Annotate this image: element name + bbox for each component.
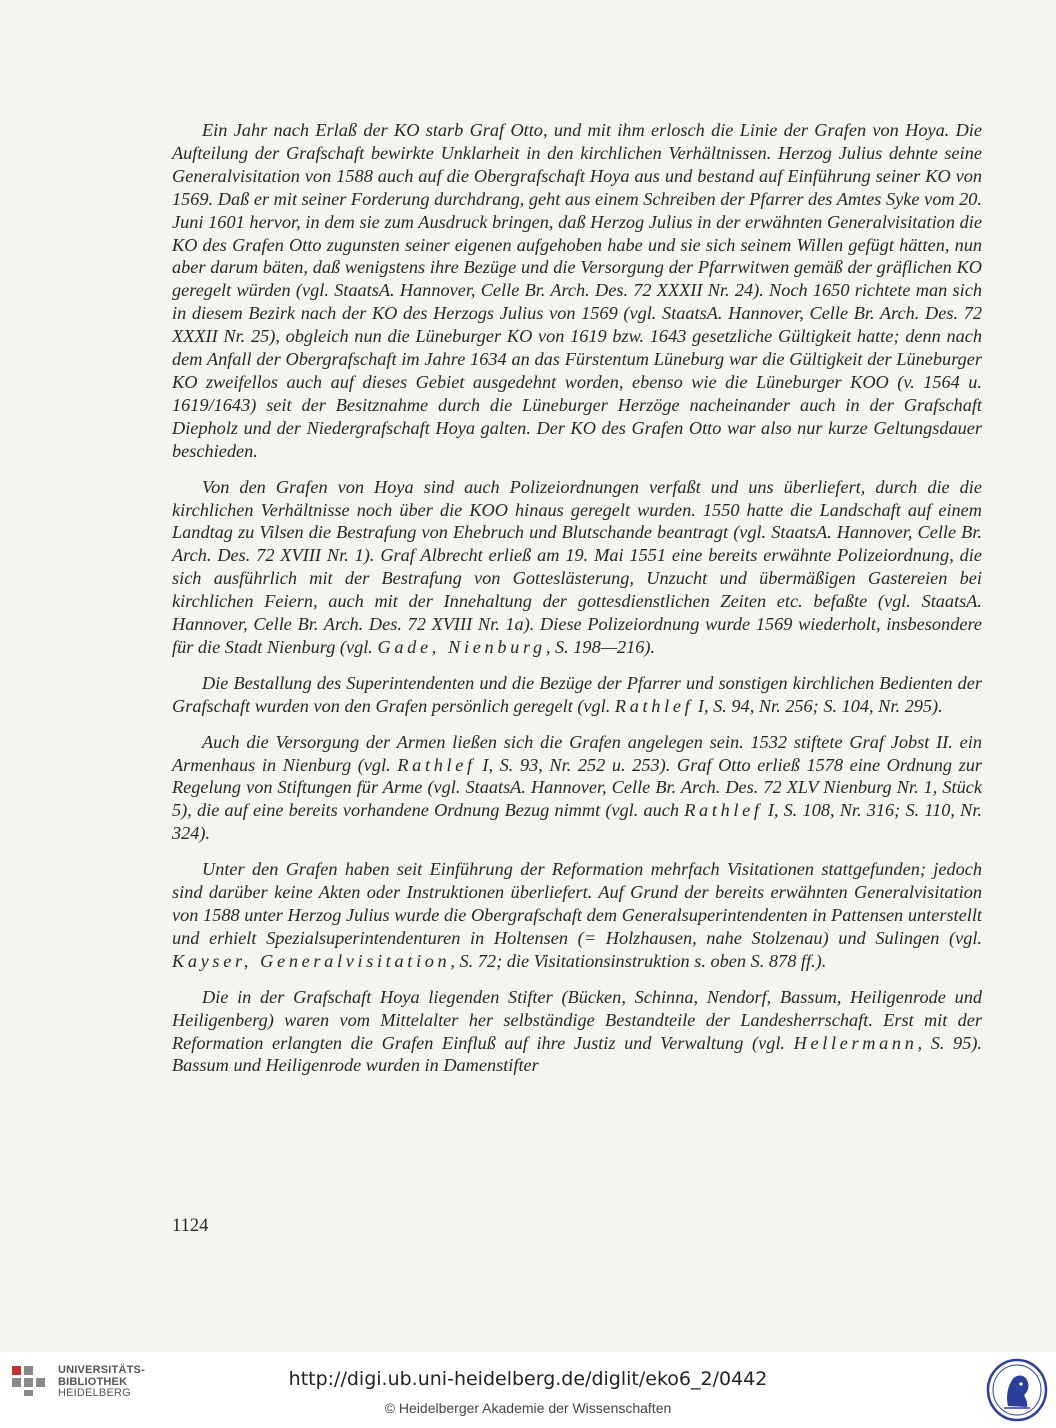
text-run: Unter den Grafen haben seit Einführung der Reformation mehrfach Visitationen stattgefunden; jedoch sind darüber keine Akten oder Instruktionen überliefert. Auf Grund der bereits erwähnten Generalvisitation von 1588 unter Herzog Julius wurde die Obergrafschaft dem Generalsuperintendenten in Pattensen unterstellt und erhielt Spezialsuperintendenturen in Holtensen (= Holzhausen, nahe Stolzenau) und Sulingen (vgl.	[172, 859, 982, 948]
author-citation: Rathlef	[614, 695, 694, 716]
text-run: I, S. 93, Nr. 252 u. 253). Graf Otto erließ 1578 eine Ordnung zur Regelung von Stiftungen für Arme (vgl. StaatsA. Hannover, Celle Br. Arch. Des. 72 XLV Nienburg Nr. 1, Stück 5), die auf eine bereits vorhandene Ordnung Bezug nimmt (vgl. auch	[172, 754, 983, 821]
text-run: Von den Grafen von Hoya sind auch Polizeiordnungen verfaßt und uns überliefert, durch die die kirchlichen Verhältnisse noch über die KOO hinaus geregelt wurden. 1550 hatte die Landschaft auf einem Landtag zu Vilsen die Bestrafung von Ehebruch und Blutschande beantragt (vgl. StaatsA. Hannover, Celle Br. Arch. Des. 72 XVIII Nr. 1). Graf Albrecht erließ am 19. Mai 1551 eine bereits erwähnte Polizeiordnung, die sich ausführlich mit der Bestrafung von Gotteslästerung, Unzucht und übermäßigen Gastereien bei kirchlichen Feiern, auch mit der Innehaltung der gottesdienstlichen Zeiten etc. befaßte (vgl. StaatsA. Hannover, Celle Br. Arch. Des. 72 XVIII Nr. 1a). Diese Polizeiordnung wurde 1569 wiederholt, insbesondere für die Stadt Nienburg (vgl.	[172, 476, 982, 657]
body-text	[172, 119, 982, 1090]
text-run: , S. 72; die Visitationsinstruktion s. oben S. 878 ff.).	[450, 950, 827, 971]
author-citation: Gade, Nienburg	[377, 636, 546, 657]
library-name-line3: HEIDELBERG	[58, 1387, 131, 1399]
paragraph	[172, 731, 982, 846]
author-citation: Hellermann	[793, 1032, 918, 1053]
text-run: I, S. 94, Nr. 256; S. 104, Nr. 295).	[693, 695, 943, 716]
library-name-line1: UNIVERSITÄTS-	[58, 1364, 145, 1376]
text-run: , S. 198—216).	[545, 636, 656, 657]
viewer-footer	[0, 1352, 1056, 1428]
text-run: I, S. 108, Nr. 316; S. 110, Nr. 324).	[172, 800, 982, 844]
text-run: Auch die Versorgung der Armen ließen sich die Grafen angelegen sein. 1532 stiftete Graf Jobst II. ein Armenhaus in Nienburg (vgl.	[172, 731, 982, 775]
text-run: Die Bestallung des Superintendenten und die Bezüge der Pfarrer und sonstigen kirchlichen Bedienten der Grafschaft wurden von den Grafen persönlich geregelt (vgl.	[172, 672, 982, 716]
paragraph	[172, 986, 982, 1078]
paragraph	[172, 672, 982, 718]
paragraph	[172, 858, 982, 973]
page-number: 1124	[172, 1216, 209, 1236]
text-run: Die in der Grafschaft Hoya liegenden Stifter (Bücken, Schinna, Nendorf, Bassum, Heiligenrode und Heiligenberg) waren vom Mittelalter her selbständige Bestandteile der Landesherrschaft. Erst mit der Reformation erlangten die Grafen Einfluß auf ihre Justiz und Verwaltung (vgl.	[172, 986, 982, 1053]
paragraph	[172, 119, 982, 463]
text-run: Ein Jahr nach Erlaß der KO starb Graf Otto, und mit ihm erlosch die Linie der Grafen von Hoya. Die Aufteilung der Grafschaft bewirkte Unklarheit in den kirchlichen Verhältnissen. Herzog Julius dehnte seine Generalvisitation von 1588 auch auf die Obergrafschaft Hoya aus und bestand auf Einführung seiner KO von 1569. Daß er mit seiner Forderung durchdrang, geht aus einem Schreiben der Pfarrer des Amtes Syke vom 20. Juni 1601 hervor, in dem sie zum Ausdruck bringen, daß Herzog Julius in der erwähnten Generalvisitation die KO des Grafen Otto zugunsten seiner eigenen aufgehoben habe und sie sich seinem Willen gefügt hätten, nun aber darum bäten, daß wenigstens ihre Bezüge und die Versorgung der Pfarrwitwen gemäß der gräflichen KO geregelt würden (vgl. StaatsA. Hannover, Celle Br. Arch. Des. 72 XXXII Nr. 24). Noch 1650 richtete man sich in diesem Bezirk nach der KO des Herzogs Julius von 1569 (vgl. StaatsA. Hannover, Celle Br. Arch. Des. 72 XXXII Nr. 25), obgleich nun die Lüneburger KO von 1619 bzw. 1643 gesetzliche Gültigkeit hatte; denn nach dem Anfall der Obergrafschaft im Jahre 1634 an das Fürstentum Lüneburg war die Gültigkeit der Lüneburger KO zweifellos auch auf dieses Gebiet ausgedehnt worden, ebenso wie die Lüneburger KOO (v. 1564 u. 1619/1643) seit der Besitznahme durch die Lüneburger Herzöge nacheinander auch in der Grafschaft Diepholz und der Niedergrafschaft Hoya galten. Der KO des Grafen Otto war also nur kurze Geltungsdauer beschieden.	[172, 120, 982, 461]
academy-seal-icon	[986, 1358, 1048, 1422]
copyright-notice: © Heidelberger Akademie der Wissenschaften	[384, 1400, 672, 1416]
text-run: , S. 95). Bassum und Heiligenrode wurden in Damenstifter	[172, 1032, 982, 1076]
paragraph	[172, 476, 982, 659]
permalink-url[interactable]: http://digi.ub.uni-heidelberg.de/diglit/eko6_2/0442	[288, 1368, 768, 1390]
author-citation: Rathlef	[684, 800, 763, 821]
library-name-line2: BIBLIOTHEK	[58, 1375, 128, 1388]
author-citation: Rathlef	[397, 754, 476, 775]
author-citation: Kayser, Generalvisitation	[172, 950, 451, 971]
